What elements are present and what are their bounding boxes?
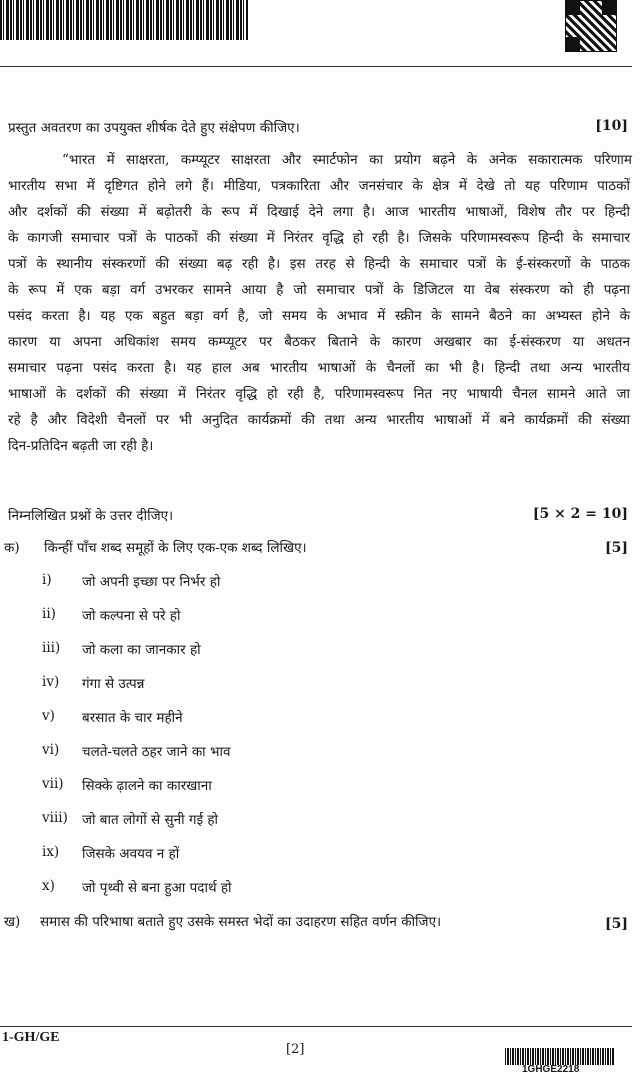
passage-line: भारतीय सभा में दृष्टिगत होने लगे हैं। मीडिया, पत्रकारिता और जनसंचार के क्षेत्र में देखे तो यह परिणाम पाठकों bbox=[8, 178, 630, 194]
list-item-number: i) bbox=[42, 572, 52, 588]
list-item-number: iii) bbox=[42, 640, 61, 656]
part-b-label: ख) bbox=[4, 914, 21, 930]
part-a-text: किन्हीं पाँच शब्द समूहों के लिए एक-एक शब्द लिखिए। bbox=[44, 540, 307, 556]
passage-line: रहे है और विदेशी चैनलों पर भी अनुदित कार्यक्रमों की तथा अन्य भारतीय भाषाओं में बने कार्यक्रमों की संख्या bbox=[8, 412, 630, 428]
list-item-number: ii) bbox=[42, 606, 56, 622]
list-item: जो कल्पना से परे हो bbox=[82, 608, 181, 624]
list-item-number: vii) bbox=[42, 776, 64, 792]
passage-line: “भारत में साक्षरता, कम्प्यूटर साक्षरता और स्मार्टफोन का प्रयोग बढ़ने के अनेक सकारात्मक परिणाम bbox=[62, 152, 632, 168]
passage-line: और दर्शकों की संख्या में बढ़ोतरी के रूप में दिखाई देने लगा है। आज भारतीय भाषाओं, विशेष तौर पर हिन्दी bbox=[8, 204, 630, 220]
passage-line: समाचार पढ़ना पसंद करता है। यह हाल अब भारतीय भाषाओं के चैनलों का भी है। हिन्दी तथा अन्य भारतीय bbox=[8, 360, 630, 376]
list-item: गंगा से उत्पन्न bbox=[82, 676, 145, 692]
list-item: जो बात लोगों से सुनी गई हो bbox=[82, 812, 219, 828]
barcode-top bbox=[0, 0, 248, 40]
list-item: चलते-चलते ठहर जाने का भाव bbox=[82, 744, 231, 760]
list-item: जो अपनी इच्छा पर निर्भर हो bbox=[82, 574, 221, 590]
summary-marks: [10] bbox=[595, 118, 628, 134]
passage-line: पसंद करता है। यह एक बहुत बड़ा वर्ग है, जो समय के अभाव में स्क्रीन के सामने बैठने का अभ्यस्त होने के bbox=[8, 308, 630, 324]
part-a-label: क) bbox=[4, 540, 20, 556]
list-item: जो कला का जानकार हो bbox=[82, 642, 201, 658]
list-item-number: ix) bbox=[42, 844, 60, 860]
footer-rule bbox=[0, 1026, 632, 1027]
passage-line: पत्रों के स्थानीय संस्करणों की संख्या बढ़ रही है। इस तरह से हिन्दी के समाचार पत्रों के ई-संस्करणों के पाठक bbox=[8, 256, 630, 272]
paper-code: 1-GH/GE bbox=[2, 1030, 60, 1045]
list-item: जिसके अवयव न हों bbox=[82, 846, 180, 862]
part-a-marks: [5] bbox=[605, 540, 628, 556]
part-b-text: समास की परिभाषा बताते हुए उसके समस्त भेदों का उदाहरण सहित वर्णन कीजिए। bbox=[40, 914, 442, 930]
answers-marks: [5 × 2 = 10] bbox=[532, 506, 628, 522]
passage-line: के कागजी समाचार पत्रों के पाठकों की संख्या में निरंतर वृद्धि हो रही है। जिसके परिणामस्वरूप हिन्दी के समाचार bbox=[8, 230, 630, 246]
list-item-number: x) bbox=[42, 878, 55, 894]
list-item: जो पृथ्वी से बना हुआ पदार्थ हो bbox=[82, 880, 232, 896]
list-item-number: vi) bbox=[42, 742, 60, 758]
passage-line: कारण या अपना अधिकांश समय कम्प्यूटर पर बैठकर बिताने के कारण अखबार का ई-संस्करण या अधतन bbox=[8, 334, 630, 350]
passage-line: भाषाओं के दर्शकों की संख्या में निरंतर वृद्धि हो रही है, परिणामस्वरूप नित नए भाषायी चैनल सामने आते जा bbox=[8, 386, 630, 402]
list-item-number: v) bbox=[42, 708, 55, 724]
list-item-number: viii) bbox=[42, 810, 68, 826]
qr-code bbox=[565, 0, 617, 52]
list-item: बरसात के चार महीने bbox=[82, 710, 183, 726]
summary-instruction: प्रस्तुत अवतरण का उपयुक्त शीर्षक देते हुए संक्षेपण कीजिए। bbox=[8, 120, 300, 136]
list-item: सिक्के ढ़ालने का कारखाना bbox=[82, 778, 212, 794]
passage-line: दिन-प्रतिदिन बढ़ती जा रही है। bbox=[8, 438, 154, 454]
list-item-number: iv) bbox=[42, 674, 60, 690]
page-number: [2] bbox=[286, 1042, 305, 1057]
answers-instruction: निम्नलिखित प्रश्नों के उत्तर दीजिए। bbox=[8, 508, 174, 524]
barcode-text: 1GHGE2218 bbox=[522, 1064, 580, 1075]
barcode-bottom bbox=[505, 1048, 615, 1065]
passage-line: के रूप में एक बड़ा वर्ग उभरकर सामने आया है जो समाचार पत्रों के डिजिटल या वेब संस्करण को ही पढ़ना bbox=[8, 282, 630, 298]
header-rule bbox=[0, 66, 632, 67]
part-b-marks: [5] bbox=[605, 916, 628, 932]
